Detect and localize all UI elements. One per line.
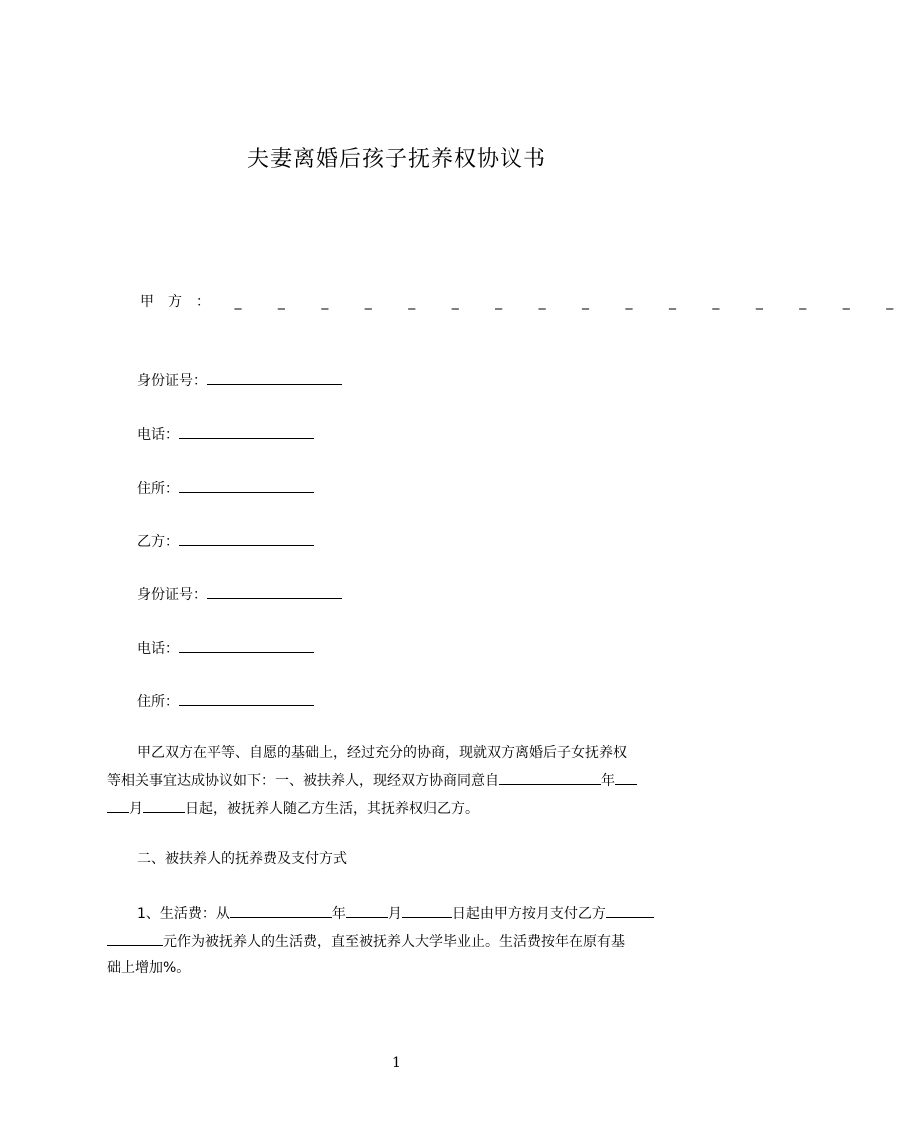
fee-year-label: 年 (331, 906, 346, 922)
fee-month-label: 月 (387, 906, 402, 922)
year-label: 年 (601, 773, 615, 789)
fee-day-blank (402, 903, 452, 918)
month-label: 月 (129, 801, 143, 817)
document-title: 夫妻离婚后孩子抚养权协议书 (246, 147, 546, 172)
party-a-phone-label: 电话： (137, 427, 179, 443)
intro-line-3 (107, 798, 479, 819)
item-1-line-3: 础上增加%。 (107, 960, 191, 976)
party-a-label: 甲 方 ： (140, 294, 210, 310)
party-b-phone-line (137, 638, 314, 659)
fee-amount-blank-b (107, 931, 163, 946)
fee-month-blank (346, 903, 388, 918)
party-a-line (140, 292, 909, 312)
start-date-month-blank-a (615, 770, 637, 785)
party-b-phone-blank (179, 638, 314, 653)
section-2-heading: 二、被扶养人的抚养费及支付方式 (137, 851, 347, 867)
item-1-line-1 (137, 903, 654, 924)
item-1-text: 元作为被抚养人的生活费，直至被抚养人大学毕业止。生活费按年在原有基 (163, 934, 625, 950)
item-1-line-2 (107, 931, 625, 952)
intro-line-2-text: 等相关事宜达成协议如下：一、被扶养人，现经双方协商同意自 (107, 773, 499, 789)
party-a-phone-line (137, 424, 314, 445)
party-b-id-label: 身份证号： (137, 587, 207, 603)
start-date-month-blank-b (107, 798, 129, 813)
party-a-blank: _ _ _ _ _ _ _ _ _ _ _ _ _ _ _ _ (234, 294, 909, 310)
party-b-line (137, 531, 314, 552)
intro-line-2 (107, 770, 637, 791)
party-b-id-blank (207, 584, 342, 599)
party-a-address-label: 住所： (137, 481, 179, 497)
start-date-day-blank (143, 798, 185, 813)
party-a-id-line (137, 370, 342, 391)
party-a-id-blank (207, 370, 342, 385)
fee-amount-blank-a (606, 903, 654, 918)
party-a-address-line (137, 478, 314, 499)
intro-line-1: 甲乙双方在平等、自愿的基础上，经过充分的协商，现就双方离婚后子女抚养权 (137, 745, 627, 761)
fee-year-blank (230, 903, 332, 918)
party-b-address-label: 住所： (137, 694, 179, 710)
party-b-address-line (137, 691, 314, 712)
page-number: 1 (392, 1055, 401, 1071)
party-b-blank (179, 531, 314, 546)
party-b-phone-label: 电话： (137, 641, 179, 657)
party-a-address-blank (179, 478, 314, 493)
item-1-start: 1、生活费：从 (137, 906, 230, 922)
intro-line-3-text: 日起，被抚养人随乙方生活，其抚养权归乙方。 (185, 801, 479, 817)
party-b-label: 乙方： (137, 534, 179, 550)
start-date-year-blank (499, 770, 601, 785)
party-a-phone-blank (179, 424, 314, 439)
fee-day-text: 日起由甲方按月支付乙方 (451, 906, 606, 922)
party-a-id-label: 身份证号： (137, 373, 207, 389)
party-b-address-blank (179, 691, 314, 706)
party-b-id-line (137, 584, 342, 605)
